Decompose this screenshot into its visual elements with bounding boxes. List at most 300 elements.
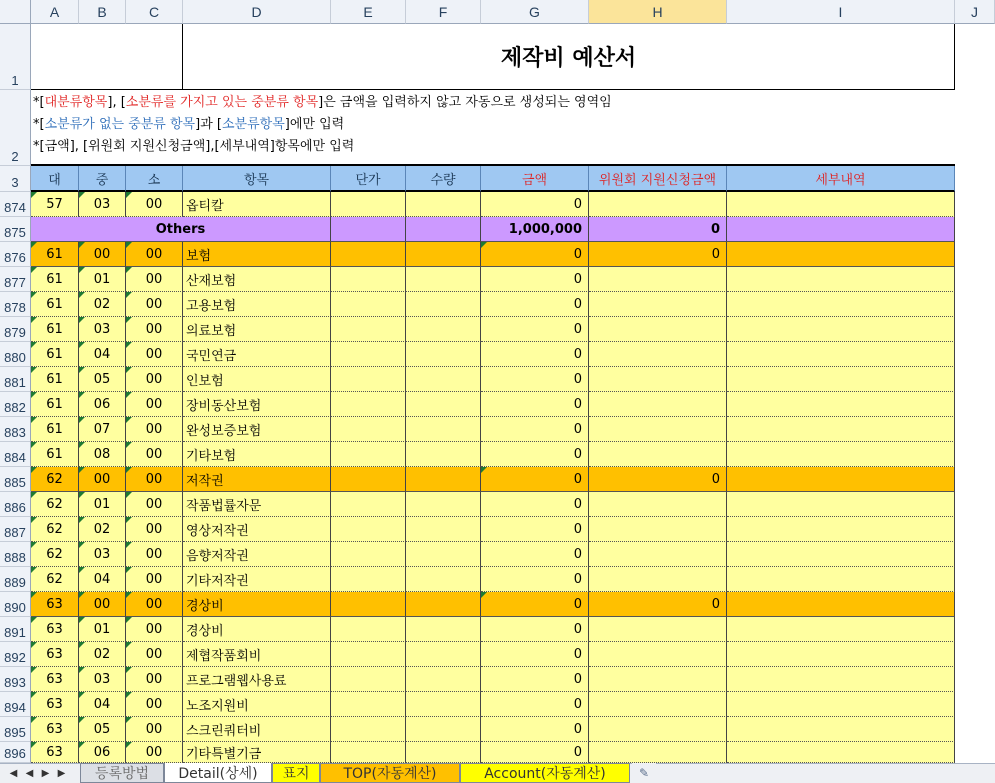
comment-marker-icon — [79, 517, 85, 523]
sheet-tab-3[interactable]: 표지 — [272, 763, 320, 783]
mid-code-cell-889[interactable]: 04 — [79, 567, 126, 592]
quantity-cell-884[interactable] — [406, 442, 481, 467]
amount-cell-881[interactable]: 0 — [481, 367, 589, 392]
item-name-cell-888[interactable]: 음향저작권 — [183, 542, 331, 567]
item-name-cell-882[interactable]: 장비동산보험 — [183, 392, 331, 417]
quantity-cell-888[interactable] — [406, 542, 481, 567]
sheet-tab-2[interactable]: Detail(상세) — [164, 763, 272, 783]
row-header-3[interactable]: 3 — [0, 166, 31, 192]
column-header-B[interactable]: B — [79, 0, 126, 24]
mid-code-cell-892[interactable]: 02 — [79, 642, 126, 667]
quantity-cell-890[interactable] — [406, 592, 481, 617]
comment-marker-icon — [126, 567, 132, 573]
minor-code-cell-882[interactable]: 00 — [126, 392, 183, 417]
mid-code-cell-878[interactable]: 02 — [79, 292, 126, 317]
column-header-I[interactable]: I — [727, 0, 955, 24]
amount-cell-889[interactable]: 0 — [481, 567, 589, 592]
comment-marker-icon — [126, 642, 132, 648]
cell-E875[interactable] — [331, 217, 406, 242]
item-name-cell-879[interactable]: 의료보험 — [183, 317, 331, 342]
quantity-cell-882[interactable] — [406, 392, 481, 417]
row-header-892[interactable]: 892 — [0, 642, 31, 667]
note-text: *[ — [33, 117, 45, 132]
quantity-cell-879[interactable] — [406, 317, 481, 342]
comment-marker-icon — [79, 317, 85, 323]
comment-marker-icon — [79, 367, 85, 373]
item-name-cell-896[interactable]: 기타특별기금 — [183, 742, 331, 763]
row-header-875[interactable]: 875 — [0, 217, 31, 242]
committee-amount-cell-896[interactable] — [589, 742, 727, 763]
unit-price-cell-877[interactable] — [331, 267, 406, 292]
comment-marker-icon — [79, 617, 85, 623]
amount-cell-883[interactable]: 0 — [481, 417, 589, 442]
quantity-cell-876[interactable] — [406, 242, 481, 267]
committee-amount-cell-889[interactable] — [589, 567, 727, 592]
committee-amount-cell-895[interactable] — [589, 717, 727, 742]
detail-cell-889[interactable] — [727, 567, 955, 592]
comment-marker-icon — [31, 542, 37, 548]
item-name-cell-886[interactable]: 작품법률자문 — [183, 492, 331, 517]
unit-price-cell-880[interactable] — [331, 342, 406, 367]
detail-cell-882[interactable] — [727, 392, 955, 417]
unit-price-cell-878[interactable] — [331, 292, 406, 317]
minor-code-cell-881[interactable]: 00 — [126, 367, 183, 392]
major-code-cell-892[interactable]: 63 — [31, 642, 79, 667]
column-header-A[interactable]: A — [31, 0, 79, 24]
prev-sheet-icon[interactable]: ◀ — [25, 767, 34, 779]
minor-code-cell-891[interactable]: 00 — [126, 617, 183, 642]
committee-amount-cell-887[interactable] — [589, 517, 727, 542]
next-sheet-icon[interactable]: ▶ — [41, 767, 50, 779]
row-header-895[interactable]: 895 — [0, 717, 31, 742]
major-code-cell-896[interactable]: 63 — [31, 742, 79, 763]
comment-marker-icon — [31, 292, 37, 298]
major-code-cell-881[interactable]: 61 — [31, 367, 79, 392]
amount-cell-874[interactable]: 0 — [481, 192, 589, 217]
committee-amount-cell-892[interactable] — [589, 642, 727, 667]
detail-cell-874[interactable] — [727, 192, 955, 217]
quantity-cell-895[interactable] — [406, 717, 481, 742]
amount-cell-884[interactable]: 0 — [481, 442, 589, 467]
row-header-888[interactable]: 888 — [0, 542, 31, 567]
comment-marker-icon — [31, 692, 37, 698]
comment-marker-icon — [126, 592, 132, 598]
minor-code-cell-889[interactable]: 00 — [126, 567, 183, 592]
comment-marker-icon — [31, 492, 37, 498]
minor-code-cell-885[interactable]: 00 — [126, 467, 183, 492]
row-header-877[interactable]: 877 — [0, 267, 31, 292]
comment-marker-icon — [31, 267, 37, 273]
committee-amount-cell-885[interactable]: 0 — [589, 467, 727, 492]
unit-price-cell-874[interactable] — [331, 192, 406, 217]
amount-cell-895[interactable]: 0 — [481, 717, 589, 742]
committee-amount-cell-878[interactable] — [589, 292, 727, 317]
item-name-cell-893[interactable]: 프로그램웹사용료 — [183, 667, 331, 692]
quantity-cell-883[interactable] — [406, 417, 481, 442]
major-code-cell-887[interactable]: 62 — [31, 517, 79, 542]
minor-code-cell-886[interactable]: 00 — [126, 492, 183, 517]
minor-code-cell-892[interactable]: 00 — [126, 642, 183, 667]
mid-code-cell-882[interactable]: 06 — [79, 392, 126, 417]
comment-marker-icon — [126, 692, 132, 698]
comment-marker-icon — [79, 292, 85, 298]
amount-cell-896[interactable]: 0 — [481, 742, 589, 763]
comment-marker-icon — [31, 667, 37, 673]
committee-amount-cell-883[interactable] — [589, 417, 727, 442]
committee-amount-cell-875[interactable]: 0 — [589, 217, 727, 242]
major-code-cell-880[interactable]: 61 — [31, 342, 79, 367]
unit-price-cell-887[interactable] — [331, 517, 406, 542]
committee-amount-cell-880[interactable] — [589, 342, 727, 367]
column-header-D[interactable]: D — [183, 0, 331, 24]
item-name-cell-885[interactable]: 저작권 — [183, 467, 331, 492]
last-sheet-icon[interactable]: ▶ — [57, 767, 66, 779]
unit-price-cell-894[interactable] — [331, 692, 406, 717]
comment-marker-icon — [31, 642, 37, 648]
amount-cell-893[interactable]: 0 — [481, 667, 589, 692]
comment-marker-icon — [79, 567, 85, 573]
item-name-cell-889[interactable]: 기타저작권 — [183, 567, 331, 592]
column-header-F[interactable]: F — [406, 0, 481, 24]
amount-cell-876[interactable]: 0 — [481, 242, 589, 267]
select-all-corner[interactable] — [0, 0, 31, 24]
unit-price-cell-884[interactable] — [331, 442, 406, 467]
sheet-tab-4[interactable]: TOP(자동계산) — [320, 763, 460, 783]
detail-cell-877[interactable] — [727, 267, 955, 292]
amount-cell-885[interactable]: 0 — [481, 467, 589, 492]
new-sheet-icon[interactable]: ✎ — [632, 763, 656, 783]
comment-marker-icon — [126, 417, 132, 423]
detail-cell-887[interactable] — [727, 517, 955, 542]
item-name-cell-892[interactable]: 제협작품회비 — [183, 642, 331, 667]
committee-amount-cell-891[interactable] — [589, 617, 727, 642]
detail-cell-879[interactable] — [727, 317, 955, 342]
amount-cell-882[interactable]: 0 — [481, 392, 589, 417]
unit-price-cell-885[interactable] — [331, 467, 406, 492]
quantity-cell-896[interactable] — [406, 742, 481, 763]
row-header-890[interactable]: 890 — [0, 592, 31, 617]
unit-price-cell-879[interactable] — [331, 317, 406, 342]
major-code-cell-884[interactable]: 61 — [31, 442, 79, 467]
row-header-881[interactable]: 881 — [0, 367, 31, 392]
unit-price-cell-886[interactable] — [331, 492, 406, 517]
committee-amount-cell-882[interactable] — [589, 392, 727, 417]
amount-cell-887[interactable]: 0 — [481, 517, 589, 542]
header-cell-1[interactable]: 대 — [31, 166, 79, 192]
mid-code-cell-876[interactable]: 00 — [79, 242, 126, 267]
header-cell-2[interactable]: 중 — [79, 166, 126, 192]
amount-cell-890[interactable]: 0 — [481, 592, 589, 617]
page-title[interactable]: 제작비 예산서 — [183, 24, 955, 90]
major-code-cell-883[interactable]: 61 — [31, 417, 79, 442]
row-header-874[interactable]: 874 — [0, 192, 31, 217]
minor-code-cell-895[interactable]: 00 — [126, 717, 183, 742]
comment-marker-icon — [31, 592, 37, 598]
row-header-884[interactable]: 884 — [0, 442, 31, 467]
amount-cell-879[interactable]: 0 — [481, 317, 589, 342]
cell-F875[interactable] — [406, 217, 481, 242]
comment-marker-icon — [31, 442, 37, 448]
item-name-cell-881[interactable]: 인보험 — [183, 367, 331, 392]
header-cell-3[interactable]: 소 — [126, 166, 183, 192]
amount-cell-888[interactable]: 0 — [481, 542, 589, 567]
row-header-894[interactable]: 894 — [0, 692, 31, 717]
comment-marker-icon — [79, 442, 85, 448]
first-sheet-icon[interactable]: ◀ — [9, 767, 18, 779]
committee-amount-cell-886[interactable] — [589, 492, 727, 517]
detail-cell-884[interactable] — [727, 442, 955, 467]
minor-code-cell-879[interactable]: 00 — [126, 317, 183, 342]
mid-code-cell-880[interactable]: 04 — [79, 342, 126, 367]
major-code-cell-889[interactable]: 62 — [31, 567, 79, 592]
quantity-cell-886[interactable] — [406, 492, 481, 517]
detail-cell-896[interactable] — [727, 742, 955, 763]
quantity-cell-885[interactable] — [406, 467, 481, 492]
item-name-cell-878[interactable]: 고용보험 — [183, 292, 331, 317]
comment-marker-icon — [126, 242, 132, 248]
item-name-cell-884[interactable]: 기타보험 — [183, 442, 331, 467]
detail-cell-876[interactable] — [727, 242, 955, 267]
header-cell-5[interactable]: 단가 — [331, 166, 406, 192]
minor-code-cell-876[interactable]: 00 — [126, 242, 183, 267]
quantity-cell-889[interactable] — [406, 567, 481, 592]
major-code-cell-882[interactable]: 61 — [31, 392, 79, 417]
committee-amount-cell-893[interactable] — [589, 667, 727, 692]
quantity-cell-891[interactable] — [406, 617, 481, 642]
quantity-cell-893[interactable] — [406, 667, 481, 692]
sheet-tab-5[interactable]: Account(자동계산) — [460, 763, 630, 783]
row-header-878[interactable]: 878 — [0, 292, 31, 317]
item-name-cell-887[interactable]: 영상저작권 — [183, 517, 331, 542]
unit-price-cell-881[interactable] — [331, 367, 406, 392]
row-header-2[interactable]: 2 — [0, 90, 31, 166]
major-code-cell-876[interactable]: 61 — [31, 242, 79, 267]
mid-code-cell-896[interactable]: 06 — [79, 742, 126, 763]
mid-code-cell-890[interactable]: 00 — [79, 592, 126, 617]
column-header-G[interactable]: G — [481, 0, 589, 24]
row-header-887[interactable]: 887 — [0, 517, 31, 542]
header-cell-6[interactable]: 수량 — [406, 166, 481, 192]
mid-code-cell-885[interactable]: 00 — [79, 467, 126, 492]
comment-marker-icon — [79, 242, 85, 248]
amount-cell-877[interactable]: 0 — [481, 267, 589, 292]
item-name-cell-894[interactable]: 노조지원비 — [183, 692, 331, 717]
quantity-cell-894[interactable] — [406, 692, 481, 717]
comment-marker-icon — [31, 567, 37, 573]
major-code-cell-895[interactable]: 63 — [31, 717, 79, 742]
major-code-cell-891[interactable]: 63 — [31, 617, 79, 642]
row-header-889[interactable]: 889 — [0, 567, 31, 592]
header-cell-7[interactable]: 금액 — [481, 166, 589, 192]
committee-amount-cell-881[interactable] — [589, 367, 727, 392]
mid-code-cell-893[interactable]: 03 — [79, 667, 126, 692]
row-header-883[interactable]: 883 — [0, 417, 31, 442]
mid-code-cell-895[interactable]: 05 — [79, 717, 126, 742]
minor-code-cell-887[interactable]: 00 — [126, 517, 183, 542]
major-code-cell-874[interactable]: 57 — [31, 192, 79, 217]
mid-code-cell-877[interactable]: 01 — [79, 267, 126, 292]
mid-code-cell-886[interactable]: 01 — [79, 492, 126, 517]
minor-code-cell-880[interactable]: 00 — [126, 342, 183, 367]
major-code-cell-879[interactable]: 61 — [31, 317, 79, 342]
item-name-cell-883[interactable]: 완성보증보험 — [183, 417, 331, 442]
minor-code-cell-874[interactable]: 00 — [126, 192, 183, 217]
column-header-E[interactable]: E — [331, 0, 406, 24]
major-code-cell-893[interactable]: 63 — [31, 667, 79, 692]
note-text: ]에만 입력 — [284, 117, 345, 132]
minor-code-cell-878[interactable]: 00 — [126, 292, 183, 317]
committee-amount-cell-874[interactable] — [589, 192, 727, 217]
sheet-tab-1[interactable]: 등록방법 — [80, 763, 164, 783]
header-cell-8[interactable]: 위원회 지원신청금액 — [589, 166, 727, 192]
notes-cell[interactable] — [31, 92, 955, 164]
minor-code-cell-877[interactable]: 00 — [126, 267, 183, 292]
mid-code-cell-894[interactable]: 04 — [79, 692, 126, 717]
major-code-cell-890[interactable]: 63 — [31, 592, 79, 617]
mid-code-cell-883[interactable]: 07 — [79, 417, 126, 442]
amount-cell-880[interactable]: 0 — [481, 342, 589, 367]
unit-price-cell-882[interactable] — [331, 392, 406, 417]
comment-marker-icon — [126, 542, 132, 548]
major-code-cell-888[interactable]: 62 — [31, 542, 79, 567]
minor-code-cell-883[interactable]: 00 — [126, 417, 183, 442]
detail-cell-895[interactable] — [727, 717, 955, 742]
minor-code-cell-896[interactable]: 00 — [126, 742, 183, 763]
amount-cell-894[interactable]: 0 — [481, 692, 589, 717]
row-header-893[interactable]: 893 — [0, 667, 31, 692]
mid-code-cell-874[interactable]: 03 — [79, 192, 126, 217]
row-header-891[interactable]: 891 — [0, 617, 31, 642]
amount-cell-878[interactable]: 0 — [481, 292, 589, 317]
unit-price-cell-889[interactable] — [331, 567, 406, 592]
committee-amount-cell-890[interactable]: 0 — [589, 592, 727, 617]
detail-cell-890[interactable] — [727, 592, 955, 617]
item-name-cell-895[interactable]: 스크린쿼터비 — [183, 717, 331, 742]
committee-amount-cell-884[interactable] — [589, 442, 727, 467]
quantity-cell-878[interactable] — [406, 292, 481, 317]
committee-amount-cell-894[interactable] — [589, 692, 727, 717]
row-header-1[interactable]: 1 — [0, 24, 31, 90]
detail-cell-886[interactable] — [727, 492, 955, 517]
comment-marker-icon — [31, 192, 37, 198]
committee-amount-cell-876[interactable]: 0 — [589, 242, 727, 267]
comment-marker-icon — [31, 242, 37, 248]
row-header-886[interactable]: 886 — [0, 492, 31, 517]
row-header-880[interactable]: 880 — [0, 342, 31, 367]
column-header-J[interactable]: J — [955, 0, 995, 24]
mid-code-cell-884[interactable]: 08 — [79, 442, 126, 467]
item-name-cell-880[interactable]: 국민연금 — [183, 342, 331, 367]
mid-code-cell-888[interactable]: 03 — [79, 542, 126, 567]
committee-amount-cell-877[interactable] — [589, 267, 727, 292]
quantity-cell-892[interactable] — [406, 642, 481, 667]
detail-cell-892[interactable] — [727, 642, 955, 667]
item-name-cell-877[interactable]: 산재보험 — [183, 267, 331, 292]
detail-cell-880[interactable] — [727, 342, 955, 367]
minor-code-cell-888[interactable]: 00 — [126, 542, 183, 567]
row-header-896[interactable]: 896 — [0, 742, 31, 763]
comment-marker-icon — [79, 342, 85, 348]
minor-code-cell-890[interactable]: 00 — [126, 592, 183, 617]
mid-code-cell-881[interactable]: 05 — [79, 367, 126, 392]
item-name-cell-891[interactable]: 경상비 — [183, 617, 331, 642]
cell-A1-C1[interactable] — [31, 24, 183, 90]
item-name-cell-874[interactable]: 옵티칼 — [183, 192, 331, 217]
unit-price-cell-892[interactable] — [331, 642, 406, 667]
note-text: ]과 [ — [195, 117, 222, 132]
major-code-cell-894[interactable]: 63 — [31, 692, 79, 717]
detail-cell-894[interactable] — [727, 692, 955, 717]
minor-code-cell-884[interactable]: 00 — [126, 442, 183, 467]
row-header-885[interactable]: 885 — [0, 467, 31, 492]
unit-price-cell-891[interactable] — [331, 617, 406, 642]
item-name-cell-876[interactable]: 보험 — [183, 242, 331, 267]
item-name-cell-890[interactable]: 경상비 — [183, 592, 331, 617]
comment-marker-icon — [126, 317, 132, 323]
column-header-C[interactable]: C — [126, 0, 183, 24]
quantity-cell-874[interactable] — [406, 192, 481, 217]
major-code-cell-885[interactable]: 62 — [31, 467, 79, 492]
unit-price-cell-896[interactable] — [331, 742, 406, 763]
mid-code-cell-887[interactable]: 02 — [79, 517, 126, 542]
header-cell-9[interactable]: 세부내역 — [727, 166, 955, 192]
detail-cell-891[interactable] — [727, 617, 955, 642]
minor-code-cell-894[interactable]: 00 — [126, 692, 183, 717]
quantity-cell-880[interactable] — [406, 342, 481, 367]
committee-amount-cell-888[interactable] — [589, 542, 727, 567]
row-header-882[interactable]: 882 — [0, 392, 31, 417]
comment-marker-icon — [31, 742, 37, 748]
detail-cell-888[interactable] — [727, 542, 955, 567]
amount-cell-875[interactable]: 1,000,000 — [481, 217, 589, 242]
quantity-cell-881[interactable] — [406, 367, 481, 392]
major-code-cell-886[interactable]: 62 — [31, 492, 79, 517]
unit-price-cell-883[interactable] — [331, 417, 406, 442]
amount-cell-886[interactable]: 0 — [481, 492, 589, 517]
detail-cell-878[interactable] — [727, 292, 955, 317]
major-code-cell-878[interactable]: 61 — [31, 292, 79, 317]
unit-price-cell-895[interactable] — [331, 717, 406, 742]
detail-cell-881[interactable] — [727, 367, 955, 392]
amount-cell-891[interactable]: 0 — [481, 617, 589, 642]
column-header-H[interactable]: H — [589, 0, 727, 24]
amount-cell-892[interactable]: 0 — [481, 642, 589, 667]
unit-price-cell-876[interactable] — [331, 242, 406, 267]
detail-cell-893[interactable] — [727, 667, 955, 692]
note-line-1 — [33, 92, 955, 114]
minor-code-cell-893[interactable]: 00 — [126, 667, 183, 692]
comment-marker-icon — [79, 267, 85, 273]
mid-code-cell-879[interactable]: 03 — [79, 317, 126, 342]
unit-price-cell-893[interactable] — [331, 667, 406, 692]
unit-price-cell-890[interactable] — [331, 592, 406, 617]
comment-marker-icon — [31, 342, 37, 348]
quantity-cell-887[interactable] — [406, 517, 481, 542]
mid-code-cell-891[interactable]: 01 — [79, 617, 126, 642]
committee-amount-cell-879[interactable] — [589, 317, 727, 342]
row-header-876[interactable]: 876 — [0, 242, 31, 267]
row-header-879[interactable]: 879 — [0, 317, 31, 342]
others-label-cell[interactable]: Others — [31, 217, 331, 242]
quantity-cell-877[interactable] — [406, 267, 481, 292]
header-cell-4[interactable]: 항목 — [183, 166, 331, 192]
unit-price-cell-888[interactable] — [331, 542, 406, 567]
detail-cell-885[interactable] — [727, 467, 955, 492]
detail-cell-883[interactable] — [727, 417, 955, 442]
detail-cell-875[interactable] — [727, 217, 955, 242]
major-code-cell-877[interactable]: 61 — [31, 267, 79, 292]
comment-marker-icon — [79, 642, 85, 648]
